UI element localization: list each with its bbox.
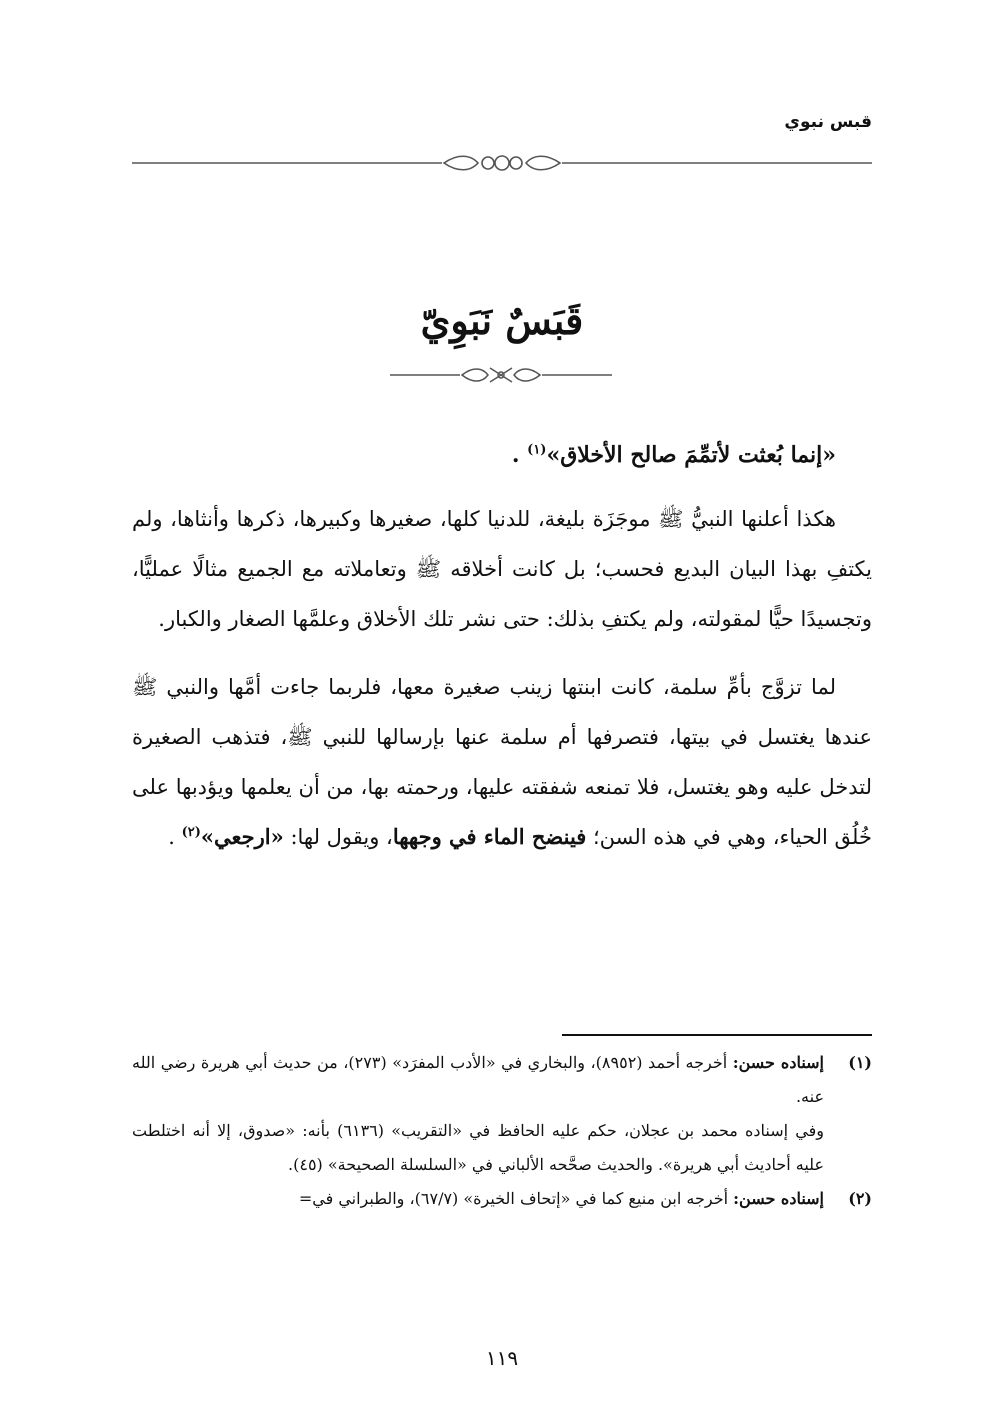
footnote-1-text: أخرجه أحمد (٨٩٥٢)، والبخاري في «الأدب المفرَد» (٢٧٣)، من حديث أبي هريرة رضي الله عنه.: [132, 1053, 824, 1106]
footnote-1-label: إسناده حسن:: [732, 1053, 824, 1072]
footnote-1-continuation: وفي إسناده محمد بن عجلان، حكم عليه الحافظ في «التقريب» (٦١٣٦) بأنه: «صدوق، إلا أنه اختلطت عليه أحاديث أبي هريرة». والحديث صحَّحه الألباني في «السلسلة الصحيحة» (٤٥).: [132, 1121, 825, 1174]
footnote-ref-2: (٢): [181, 825, 201, 840]
footnote-2-text: أخرجه ابن منيع كما في «إتحاف الخيرة» (٦٧/٧)، والطبراني في=: [298, 1189, 734, 1208]
footnote-ref-1: (١): [527, 442, 547, 458]
paragraph-2-bold: فينضح الماء في وجهها: [392, 824, 587, 849]
paragraph-2: [132, 662, 872, 862]
running-header: قبس نبوي: [784, 112, 872, 132]
hadith-quote: [132, 430, 872, 480]
title-ornament-rule: [390, 364, 612, 386]
chapter-title: قَبَسٌ نَبَوِيّ: [420, 298, 584, 343]
footnote-1: [132, 1046, 872, 1114]
header-ornament-rule: [132, 152, 872, 174]
paragraph-1: هكذا أعلنها النبيُّ ﷺ موجَزَة بليغة، للدنيا كلها، صغيرها وكبيرها، ذكرها وأنثاها، ولم يكتفِ بهذا البيان البديع فحسب؛ بل كانت أخلاقه ﷺ وتعاملاته مع الجميع مثالًا عمليًّا، وتجسيدًا حيًّا لمقولته، ولم يكتفِ بذلك: حتى نشر تلك الأخلاق وعلمَّها الصغار والكبار.: [132, 507, 872, 631]
hadith-quote-text: «إنما بُعثت لأتمِّمَ صالح الأخلاق»: [546, 442, 836, 468]
hadith-quote-end: .: [511, 442, 528, 468]
main-content: [132, 430, 872, 862]
paragraph-2-text-a: لما تزوَّج بأمِّ سلمة، كانت ابنتها زينب صغيرة معها، فلربما جاءت أمَّها والنبي ﷺ عندها يغتسل في بيتها، فتصرفها أم سلمة عنها بإرسالها للنبي ﷺ، فتذهب الصغيرة لتدخل عليه وهو يغتسل، فلا تمنعه شفقته عليها، ورحمته بها، من أن يعلمها ويؤدبها على خُلُق الحياء، وهي في هذه السن؛: [132, 675, 872, 849]
footnote-2: [132, 1182, 872, 1216]
footnote-1-number: (١): [848, 1053, 872, 1072]
footnote-2-label: إسناده حسن:: [733, 1189, 824, 1208]
paragraph-2-text-b: ، ويقول لها:: [283, 825, 393, 849]
footnote-separator: [562, 1034, 872, 1036]
paragraph-2-quote: «ارجعي»: [200, 824, 284, 849]
page-number: ١١٩: [485, 1346, 519, 1370]
footnotes: [132, 1046, 872, 1216]
footnote-2-number: (٢): [848, 1189, 872, 1208]
paragraph-2-end: .: [168, 825, 182, 849]
